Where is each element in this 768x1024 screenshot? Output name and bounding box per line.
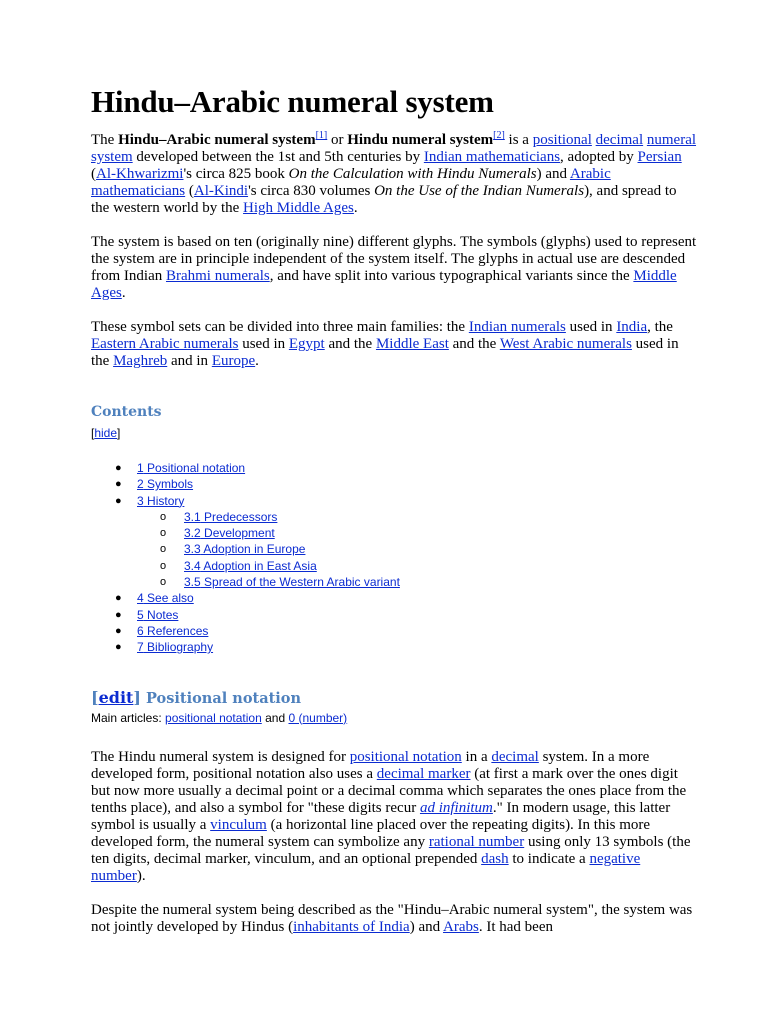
link-inhabitants-of-india[interactable]: inhabitants of India: [293, 918, 410, 935]
text: 's circa 830 volumes: [248, 183, 375, 199]
link-arabs[interactable]: Arabs: [443, 918, 479, 935]
link-numeral-system[interactable]: numeral system: [91, 132, 697, 165]
text: ), and spread to the western world by the: [91, 183, 677, 216]
link-main-zero-number[interactable]: 0 (number): [288, 710, 348, 725]
toc-bullet: ●: [115, 624, 122, 637]
link-dash[interactable]: dash: [481, 850, 509, 867]
link-decimal-marker[interactable]: decimal marker: [376, 765, 471, 782]
link-indian-numerals[interactable]: Indian numerals: [468, 319, 566, 335]
toc-link[interactable]: [184, 575, 400, 589]
edit-bracket: [: [91, 687, 99, 707]
toc-label: Bibliography: [143, 640, 214, 655]
toc-item: [91, 574, 698, 590]
link-rational-number[interactable]: rational number: [428, 833, 525, 850]
toc-number: 3.1: [184, 509, 201, 524]
link-brahmi-numerals[interactable]: Brahmi numerals: [165, 268, 270, 284]
text: is a: [504, 132, 533, 148]
toc-label: Positional notation: [143, 461, 246, 475]
link-india[interactable]: India: [616, 319, 648, 335]
toc-number: 3.4: [184, 558, 201, 573]
toc-label: References: [143, 623, 209, 638]
toc-item: [91, 558, 698, 574]
text: ) and: [409, 918, 444, 935]
link-persian[interactable]: Persian: [637, 149, 682, 165]
book-title-1: On the Calculation with Hindu Numerals: [288, 166, 537, 182]
text: and: [261, 710, 289, 725]
toc-sub-bullet: o: [160, 559, 167, 572]
contents-hide-toggle: [91, 426, 698, 440]
toc-item: [91, 525, 698, 541]
toc-number: 3.5: [184, 575, 201, 590]
toc-item: [91, 476, 698, 492]
toc-item: [91, 639, 698, 655]
link-indian-mathematicians[interactable]: Indian mathematicians: [423, 149, 561, 165]
text: developed between the 1st and 5th centuries by: [132, 149, 424, 165]
text: used in: [238, 336, 289, 352]
link-decimal[interactable]: decimal: [595, 132, 644, 148]
link-arabic-mathematicians[interactable]: Arabic mathematicians: [91, 166, 611, 199]
text: The: [91, 132, 119, 148]
text: (a horizontal line placed over the repeating digits). In this more developed form, the numeral system can symbolize any: [91, 816, 651, 850]
text: (: [185, 183, 194, 199]
bracket: [: [91, 426, 95, 440]
toc-number: 2: [137, 477, 144, 492]
toc-sub-bullet: o: [160, 543, 167, 556]
toc-link[interactable]: [137, 494, 184, 508]
link-middle-east[interactable]: Middle East: [375, 336, 449, 352]
toc-label: Spread of the Western Arabic variant: [200, 575, 400, 590]
toc-link[interactable]: [184, 526, 275, 540]
toc-sub-bullet: o: [160, 510, 167, 523]
toc-link[interactable]: [184, 510, 277, 524]
link-negative-number[interactable]: negative number: [91, 850, 641, 884]
text: The system is based on ten (originally nine) different glyphs. The symbols (glyphs) used to represent the system are in principle independent of the system itself. The glyphs in actual use are descended from Indian: [91, 234, 697, 284]
link-maghreb[interactable]: Maghreb: [113, 353, 168, 369]
bold-term-hindu-arabic: Hindu–Arabic numeral system: [118, 132, 316, 148]
citation-2-link[interactable]: [2]: [493, 130, 505, 141]
toc-link[interactable]: [137, 640, 213, 654]
bold-term-hindu: Hindu numeral system: [347, 132, 494, 148]
section-title: Positional notation: [141, 689, 302, 707]
toc-link[interactable]: [184, 559, 317, 573]
text: ." In modern usage, this latter symbol is usually a: [91, 799, 671, 833]
link-eastern-arabic-numerals[interactable]: Eastern Arabic numerals: [91, 336, 239, 352]
toc-bullet: ●: [115, 478, 122, 491]
toc-bullet: ●: [115, 494, 122, 507]
toc-number: 3: [137, 493, 144, 508]
text: ) and: [536, 166, 570, 182]
link-al-kindi[interactable]: Al-Kindi: [193, 183, 249, 199]
toc-link[interactable]: [137, 461, 245, 475]
toc-item: [91, 460, 698, 476]
text: (: [91, 166, 96, 182]
text: ).: [136, 867, 146, 884]
text: .: [121, 285, 126, 301]
toc-link[interactable]: [137, 477, 193, 491]
page-title: Hindu–Arabic numeral system: [91, 84, 494, 119]
link-high-middle-ages[interactable]: High Middle Ages: [243, 200, 354, 216]
italic-link-text: ad infinitum: [419, 799, 493, 816]
text: Main articles:: [91, 710, 166, 725]
toc-link[interactable]: [184, 542, 305, 556]
text: used in: [565, 319, 617, 335]
toc-item: [91, 590, 698, 606]
positional-paragraph-1: [91, 749, 698, 885]
text: , the: [647, 319, 673, 335]
link-positional[interactable]: positional: [532, 132, 592, 148]
text: . It had been: [478, 918, 553, 935]
toc-item: [91, 493, 698, 509]
toc-bullet: ●: [115, 641, 122, 654]
text: and the: [448, 336, 500, 352]
text: Despite the numeral system being described as the "Hindu–Arabic numeral system", the system was not jointly developed by Hindus (: [91, 901, 693, 935]
toc-label: Adoption in East Asia: [200, 558, 317, 573]
table-of-contents: [91, 460, 698, 656]
text: , adopted by: [560, 149, 638, 165]
toc-item: [91, 541, 698, 557]
toc-label: Predecessors: [200, 509, 278, 524]
book-title-2: On the Use of the Indian Numerals: [374, 183, 585, 199]
toc-bullet: ●: [115, 592, 122, 605]
text: and the: [324, 336, 376, 352]
text: system. In a more developed form, positional notation also uses a: [91, 748, 650, 782]
toc-label: History: [143, 493, 185, 508]
toc-label: Symbols: [143, 477, 194, 492]
link-europe[interactable]: Europe: [211, 353, 256, 369]
toc-label: Notes: [143, 607, 179, 622]
toc-link[interactable]: [137, 624, 208, 638]
intro-paragraph-1: [91, 132, 698, 217]
text: 's circa 825 book: [183, 166, 289, 182]
toc-number: 4: [137, 591, 144, 606]
text: These symbol sets can be divided into three main families: the: [91, 319, 469, 335]
toc-label: Adoption in Europe: [200, 542, 306, 557]
edit-bracket: ]: [133, 687, 141, 707]
text: (at first a mark over the ones digit but now more usually a decimal point or a decimal comma which separates the ones place from the tenths place), and also a symbol for "these digits recur: [91, 765, 687, 816]
intro-paragraph-3: [91, 319, 698, 370]
toc-number: 1: [137, 461, 144, 475]
contents-heading: Contents: [91, 404, 162, 420]
link-west-arabic-numerals[interactable]: West Arabic numerals: [499, 336, 632, 352]
text: .: [353, 200, 358, 216]
toc-label: See also: [143, 591, 194, 606]
text: and in: [167, 353, 212, 369]
text: used in the: [91, 336, 679, 369]
text: using only 13 symbols (the ten digits, decimal marker, vinculum, and an optional prepended: [91, 833, 691, 867]
link-positional-notation[interactable]: positional notation: [349, 748, 462, 765]
toc-number: 3.3: [184, 542, 201, 557]
text: to indicate a: [508, 850, 590, 867]
bracket: ]: [117, 426, 121, 440]
text: .: [255, 353, 259, 369]
edit-link[interactable]: edit: [98, 687, 134, 707]
link-main-positional-notation[interactable]: positional notation: [165, 710, 262, 725]
toc-link[interactable]: [137, 591, 194, 605]
link-vinculum[interactable]: vinculum: [210, 816, 267, 833]
citation-1-link[interactable]: [1]: [315, 130, 328, 141]
toc-label: Development: [200, 526, 275, 541]
link-ad-infinitum[interactable]: [420, 800, 493, 816]
toc-item: [91, 623, 698, 639]
toc-number: 6: [137, 623, 144, 638]
toc-link[interactable]: [137, 608, 178, 622]
toc-bullet: ●: [115, 462, 122, 474]
intro-paragraph-2: [91, 234, 698, 302]
link-egypt[interactable]: Egypt: [288, 336, 325, 352]
main-articles-note: [91, 711, 698, 725]
text: , and have split into various typographical variants since the: [269, 268, 634, 284]
toc-sub-bullet: o: [160, 576, 167, 589]
toc-sub-bullet: o: [160, 527, 167, 540]
positional-paragraph-2: [91, 902, 698, 936]
link-middle-ages[interactable]: Middle Ages: [91, 268, 677, 301]
text: in a: [461, 748, 492, 765]
toc-number: 5: [137, 607, 144, 622]
link-al-khwarizmi[interactable]: Al-Khwarizmi: [96, 166, 184, 182]
toc-bullet: ●: [115, 608, 122, 621]
toc-item: [91, 509, 698, 525]
section-heading-positional-notation: [91, 688, 698, 707]
toc-item: [91, 607, 698, 623]
link-decimal-2[interactable]: decimal: [491, 748, 539, 765]
hide-link[interactable]: hide: [94, 426, 118, 440]
toc-number: 3.2: [184, 526, 201, 541]
toc-number: 7: [137, 640, 144, 655]
text: The Hindu numeral system is designed for: [91, 748, 350, 765]
text: or: [327, 132, 348, 148]
